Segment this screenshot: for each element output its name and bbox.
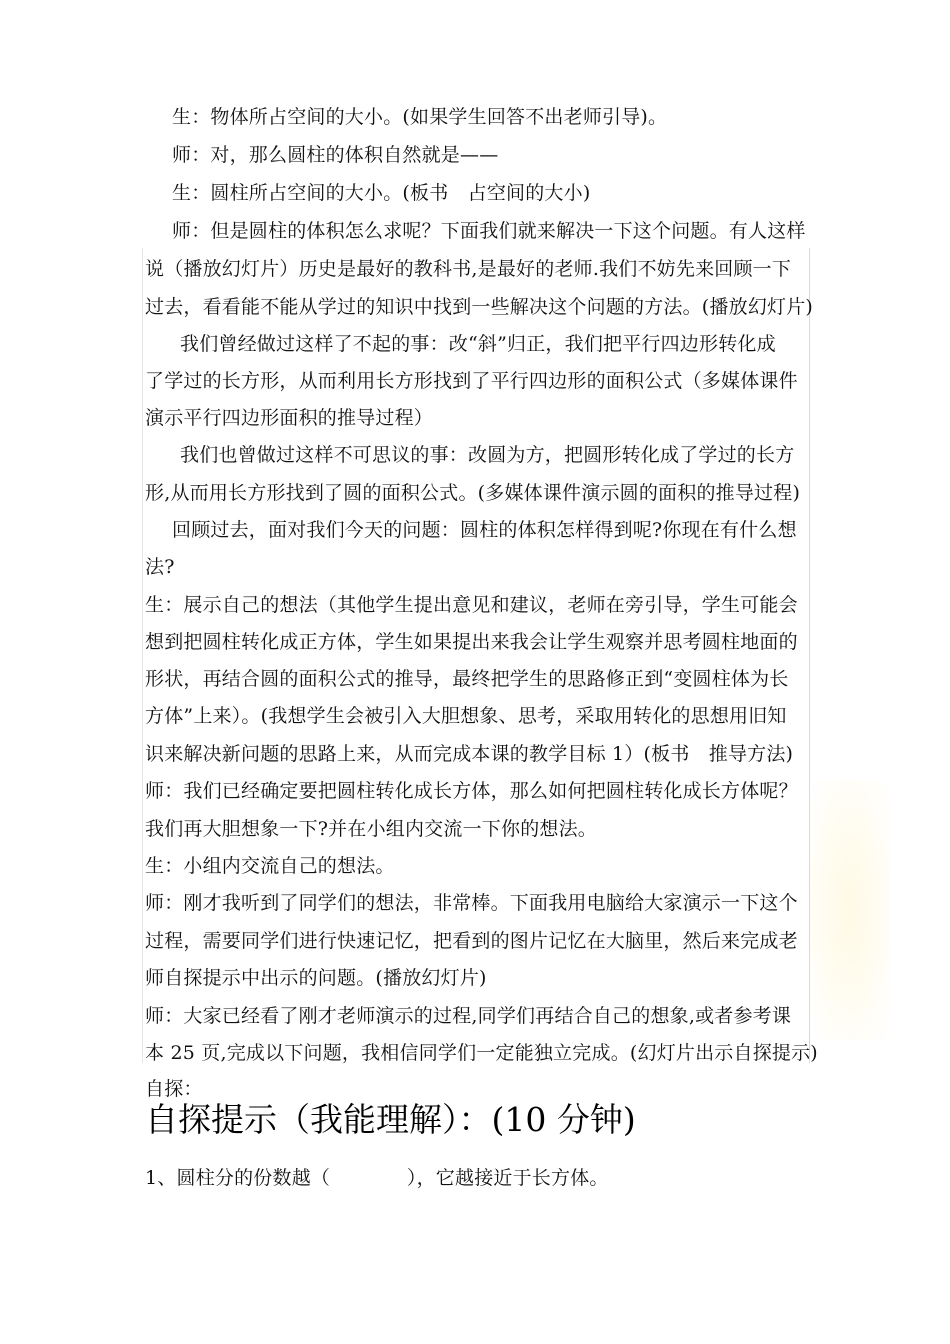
text-line: 师：对，那么圆柱的体积自然就是—— xyxy=(172,144,499,166)
text-line: 法? xyxy=(145,556,175,578)
text-line: 说（播放幻灯片）历史是最好的教科书,是最好的老师.我们不妨先来回顾一下 xyxy=(145,258,792,280)
text-line: 师：我们已经确定要把圆柱转化成长方体，那么如何把圆柱转化成长方体呢？ xyxy=(145,780,798,802)
question-item: 1、圆柱分的份数越（ ），它越接近于长方体。 xyxy=(145,1167,609,1189)
text-line: 师：大家已经看了刚才老师演示的过程,同学们再结合自己的想象,或者参考课 xyxy=(145,1005,792,1027)
text-line: 师：刚才我听到了同学们的想法，非常棒。下面我用电脑给大家演示一下这个 xyxy=(145,892,798,914)
text-line: 生：圆柱所占空间的大小。(板书 占空间的大小) xyxy=(172,182,591,204)
text-line: 本 25 页,完成以下问题，我相信同学们一定能独立完成。(幻灯片出示自探提示) xyxy=(145,1042,818,1064)
text-line: 师：但是圆柱的体积怎么求呢？下面我们就来解决一下这个问题。有人这样 xyxy=(172,220,806,242)
text-line: 生：小组内交流自己的想法。 xyxy=(145,855,395,877)
text-line: 自探： xyxy=(145,1078,203,1100)
text-line: 过去，看看能不能从学过的知识中找到一些解决这个问题的方法。(播放幻灯片) xyxy=(145,296,814,318)
text-line: 回顾过去，面对我们今天的问题：圆柱的体积怎样得到呢?你现在有什么想 xyxy=(172,519,797,541)
text-line: 师自探提示中出示的问题。(播放幻灯片) xyxy=(145,967,487,989)
text-line: 我们再大胆想象一下?并在小组内交流一下你的想法。 xyxy=(145,818,597,840)
text-line: 我们曾经做过这样了不起的事：改“斜”归正，我们把平行四边形转化成 xyxy=(180,333,776,355)
section-heading: 自探提示（我能理解）：(10 分钟) xyxy=(145,1100,636,1139)
text-line: 生：展示自己的想法（其他学生提出意见和建议，老师在旁引导，学生可能会 xyxy=(145,594,798,616)
text-line: 方体”上来）。(我想学生会被引入大胆想象、思考，采取用转化的思想用旧知 xyxy=(145,705,787,727)
text-line: 形,从而用长方形找到了圆的面积公式。(多媒体课件演示圆的面积的推导过程) xyxy=(145,482,801,504)
text-line: 我们也曾做过这样不可思议的事：改圆为方，把圆形转化成了学过的长方 xyxy=(180,444,795,466)
text-line: 形状，再结合圆的面积公式的推导，最终把学生的思路修正到“变圆柱体为长 xyxy=(145,668,789,690)
text-line: 生：物体所占空间的大小。(如果学生回答不出老师引导)。 xyxy=(172,106,668,128)
text-line: 想到把圆柱转化成正方体，学生如果提出来我会让学生观察并思考圆柱地面的 xyxy=(145,631,798,653)
background-glow xyxy=(810,780,890,1040)
text-line: 演示平行四边形面积的推导过程） xyxy=(145,407,434,429)
text-line: 识来解决新问题的思路上来，从而完成本课的教学目标 1）(板书 推导方法) xyxy=(145,743,794,765)
text-line: 过程，需要同学们进行快速记忆，把看到的图片记忆在大脑里，然后来完成老 xyxy=(145,930,798,952)
text-line: 了学过的长方形，从而利用长方形找到了平行四边形的面积公式（多媒体课件 xyxy=(145,370,798,392)
